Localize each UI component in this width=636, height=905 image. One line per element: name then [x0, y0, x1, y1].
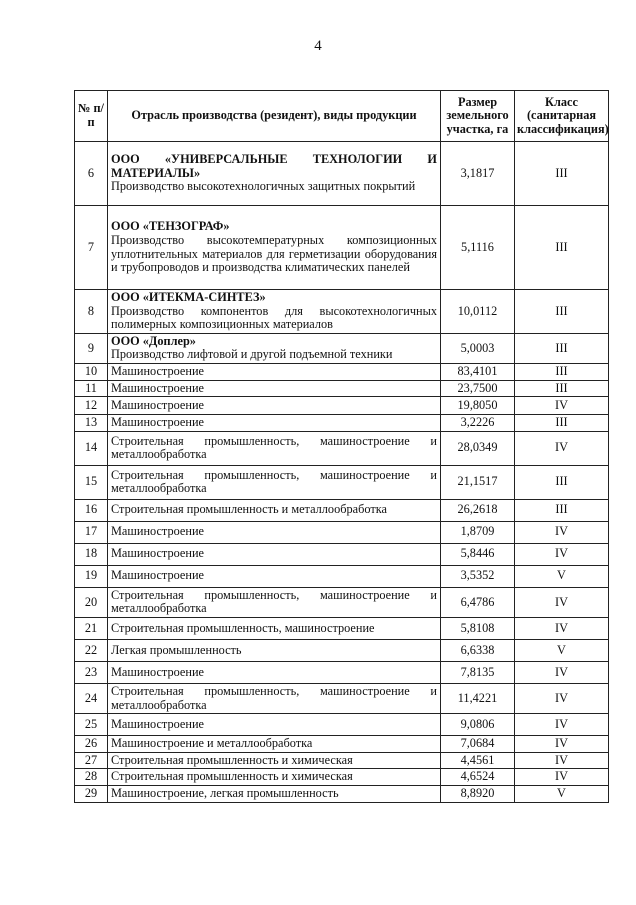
industry-text: Машиностроение: [111, 664, 204, 679]
sanitary-class: III: [515, 142, 609, 206]
row-number: 29: [75, 785, 108, 802]
table-row: [75, 397, 609, 415]
land-size: 4,6524: [441, 769, 515, 786]
industry-text: Строительная промышленность и металлообработка: [111, 502, 387, 517]
sanitary-class: III: [515, 380, 609, 397]
industry-text: Строительная промышленность, машиностроение и металлообработка: [111, 683, 437, 712]
industry-text: Машиностроение: [111, 380, 204, 395]
land-size: 5,1116: [441, 206, 515, 290]
table-row: [75, 333, 609, 363]
table-row: [75, 543, 609, 565]
land-size: 3,2226: [441, 415, 515, 432]
land-size: 9,0806: [441, 714, 515, 736]
industry-text: Производство высокотемпературных композиционных уплотнительных материалов для герметизации оборудования и трубопроводов и производства климатических панелей: [111, 232, 437, 275]
row-industry: [108, 683, 441, 713]
row-number: 9: [75, 333, 108, 363]
land-size: 28,0349: [441, 431, 515, 465]
sanitary-class: IV: [515, 736, 609, 753]
industry-text: Машиностроение, легкая промышленность: [111, 785, 339, 800]
sanitary-class: IV: [515, 752, 609, 769]
table-row: [75, 639, 609, 661]
table-row: [75, 206, 609, 290]
row-industry: [108, 752, 441, 769]
table-row: [75, 290, 609, 334]
row-number: 17: [75, 521, 108, 543]
row-industry: [108, 465, 441, 499]
industry-text: Машиностроение: [111, 415, 204, 430]
land-size: 26,2618: [441, 499, 515, 521]
row-number: 15: [75, 465, 108, 499]
table-row: [75, 785, 609, 802]
land-size: 21,1517: [441, 465, 515, 499]
land-size: 5,8446: [441, 543, 515, 565]
industry-text: Машиностроение: [111, 524, 204, 539]
row-industry: [108, 521, 441, 543]
land-size: 5,0003: [441, 333, 515, 363]
sanitary-class: III: [515, 290, 609, 334]
row-industry: [108, 363, 441, 380]
sanitary-class: IV: [515, 714, 609, 736]
sanitary-class: III: [515, 206, 609, 290]
land-size: 7,0684: [441, 736, 515, 753]
land-size: 7,8135: [441, 661, 515, 683]
industry-text: Машиностроение: [111, 716, 204, 731]
row-industry: [108, 206, 441, 290]
industry-text: Производство компонентов для высокотехнологичных полимерных композиционных материалов: [111, 303, 437, 332]
industry-text: Строительная промышленность, машиностроение: [111, 620, 375, 635]
row-industry: [108, 661, 441, 683]
industry-text: Машиностроение: [111, 546, 204, 561]
table-row: [75, 142, 609, 206]
industry-text: Машиностроение: [111, 397, 204, 412]
row-industry: [108, 380, 441, 397]
row-number: 26: [75, 736, 108, 753]
row-number: 7: [75, 206, 108, 290]
land-size: 3,1817: [441, 142, 515, 206]
industry-text: Строительная промышленность и химическая: [111, 752, 353, 767]
row-industry: [108, 587, 441, 617]
row-industry: [108, 543, 441, 565]
table-row: [75, 617, 609, 639]
row-number: 19: [75, 565, 108, 587]
land-size: 8,8920: [441, 785, 515, 802]
row-industry: [108, 785, 441, 802]
industry-text: Производство лифтовой и другой подъемной техники: [111, 347, 393, 362]
row-industry: [108, 142, 441, 206]
land-size: 23,7500: [441, 380, 515, 397]
table-row: [75, 415, 609, 432]
row-industry: [108, 290, 441, 334]
row-number: 14: [75, 431, 108, 465]
table-row: [75, 380, 609, 397]
sanitary-class: IV: [515, 431, 609, 465]
row-number: 12: [75, 397, 108, 415]
row-number: 23: [75, 661, 108, 683]
sanitary-class: III: [515, 333, 609, 363]
sanitary-class: III: [515, 415, 609, 432]
row-industry: [108, 565, 441, 587]
row-industry: [108, 639, 441, 661]
industry-text: Машиностроение: [111, 363, 204, 378]
row-number: 28: [75, 769, 108, 786]
sanitary-class: IV: [515, 521, 609, 543]
row-number: 22: [75, 639, 108, 661]
sanitary-class: V: [515, 639, 609, 661]
industry-text: Строительная промышленность, машиностроение и металлообработка: [111, 587, 437, 616]
company-name: ООО «Доплер»: [111, 333, 196, 348]
sanitary-class: IV: [515, 683, 609, 713]
land-size: 11,4221: [441, 683, 515, 713]
table-row: [75, 363, 609, 380]
table-row: [75, 661, 609, 683]
row-industry: [108, 333, 441, 363]
row-industry: [108, 431, 441, 465]
sanitary-class: IV: [515, 587, 609, 617]
table-row: [75, 465, 609, 499]
row-number: 24: [75, 683, 108, 713]
sanitary-class: IV: [515, 397, 609, 415]
row-industry: [108, 617, 441, 639]
land-size: 5,8108: [441, 617, 515, 639]
sanitary-class: III: [515, 465, 609, 499]
header-size: Размер земельного участка, га: [441, 91, 515, 142]
header-industry: Отрасль производства (резидент), виды продукции: [108, 91, 441, 142]
company-name: ООО «ТЕНЗОГРАФ»: [111, 219, 230, 234]
row-number: 18: [75, 543, 108, 565]
row-industry: [108, 736, 441, 753]
table-row: [75, 521, 609, 543]
header-class: Класс (санитарная классификация): [515, 91, 609, 142]
land-size: 6,4786: [441, 587, 515, 617]
sanitary-class: III: [515, 363, 609, 380]
industry-text: Легкая промышленность: [111, 642, 242, 657]
sanitary-class: IV: [515, 769, 609, 786]
industry-text: Строительная промышленность, машиностроение и металлообработка: [111, 467, 437, 496]
industry-text: Машиностроение и металлообработка: [111, 736, 313, 751]
sanitary-class: IV: [515, 661, 609, 683]
industry-text: Машиностроение: [111, 568, 204, 583]
land-size: 4,4561: [441, 752, 515, 769]
table-row: [75, 714, 609, 736]
land-size: 3,5352: [441, 565, 515, 587]
company-name: ООО «ИТЕКМА-СИНТЕЗ»: [111, 290, 266, 304]
row-industry: [108, 769, 441, 786]
row-number: 8: [75, 290, 108, 334]
table-row: [75, 587, 609, 617]
table-row: [75, 752, 609, 769]
industry-text: Строительная промышленность и химическая: [111, 769, 353, 784]
row-industry: [108, 499, 441, 521]
row-number: 6: [75, 142, 108, 206]
table-row: [75, 736, 609, 753]
row-number: 25: [75, 714, 108, 736]
sanitary-class: IV: [515, 543, 609, 565]
table-row: [75, 565, 609, 587]
table-header-row: [75, 91, 609, 142]
sanitary-class: III: [515, 499, 609, 521]
row-industry: [108, 415, 441, 432]
land-size: 10,0112: [441, 290, 515, 334]
residents-table: [74, 90, 609, 803]
row-number: 21: [75, 617, 108, 639]
page-number: 4: [314, 38, 322, 54]
row-number: 16: [75, 499, 108, 521]
row-number: 27: [75, 752, 108, 769]
sanitary-class: IV: [515, 617, 609, 639]
table-row: [75, 769, 609, 786]
row-industry: [108, 397, 441, 415]
row-number: 10: [75, 363, 108, 380]
industry-text: Производство высокотехнологичных защитных покрытий: [111, 179, 416, 194]
sanitary-class: V: [515, 785, 609, 802]
sanitary-class: V: [515, 565, 609, 587]
table-row: [75, 499, 609, 521]
row-number: 13: [75, 415, 108, 432]
land-size: 83,4101: [441, 363, 515, 380]
land-size: 1,8709: [441, 521, 515, 543]
row-industry: [108, 714, 441, 736]
row-number: 20: [75, 587, 108, 617]
land-size: 19,8050: [441, 397, 515, 415]
table-row: [75, 683, 609, 713]
row-number: 11: [75, 380, 108, 397]
header-num: № п/п: [75, 91, 108, 142]
table-body: [75, 142, 609, 803]
industry-text: Строительная промышленность, машиностроение и металлообработка: [111, 433, 437, 462]
company-name: ООО «УНИВЕРСАЛЬНЫЕ ТЕХНОЛОГИИ И МАТЕРИАЛЫ»: [111, 152, 437, 180]
table-row: [75, 431, 609, 465]
land-size: 6,6338: [441, 639, 515, 661]
